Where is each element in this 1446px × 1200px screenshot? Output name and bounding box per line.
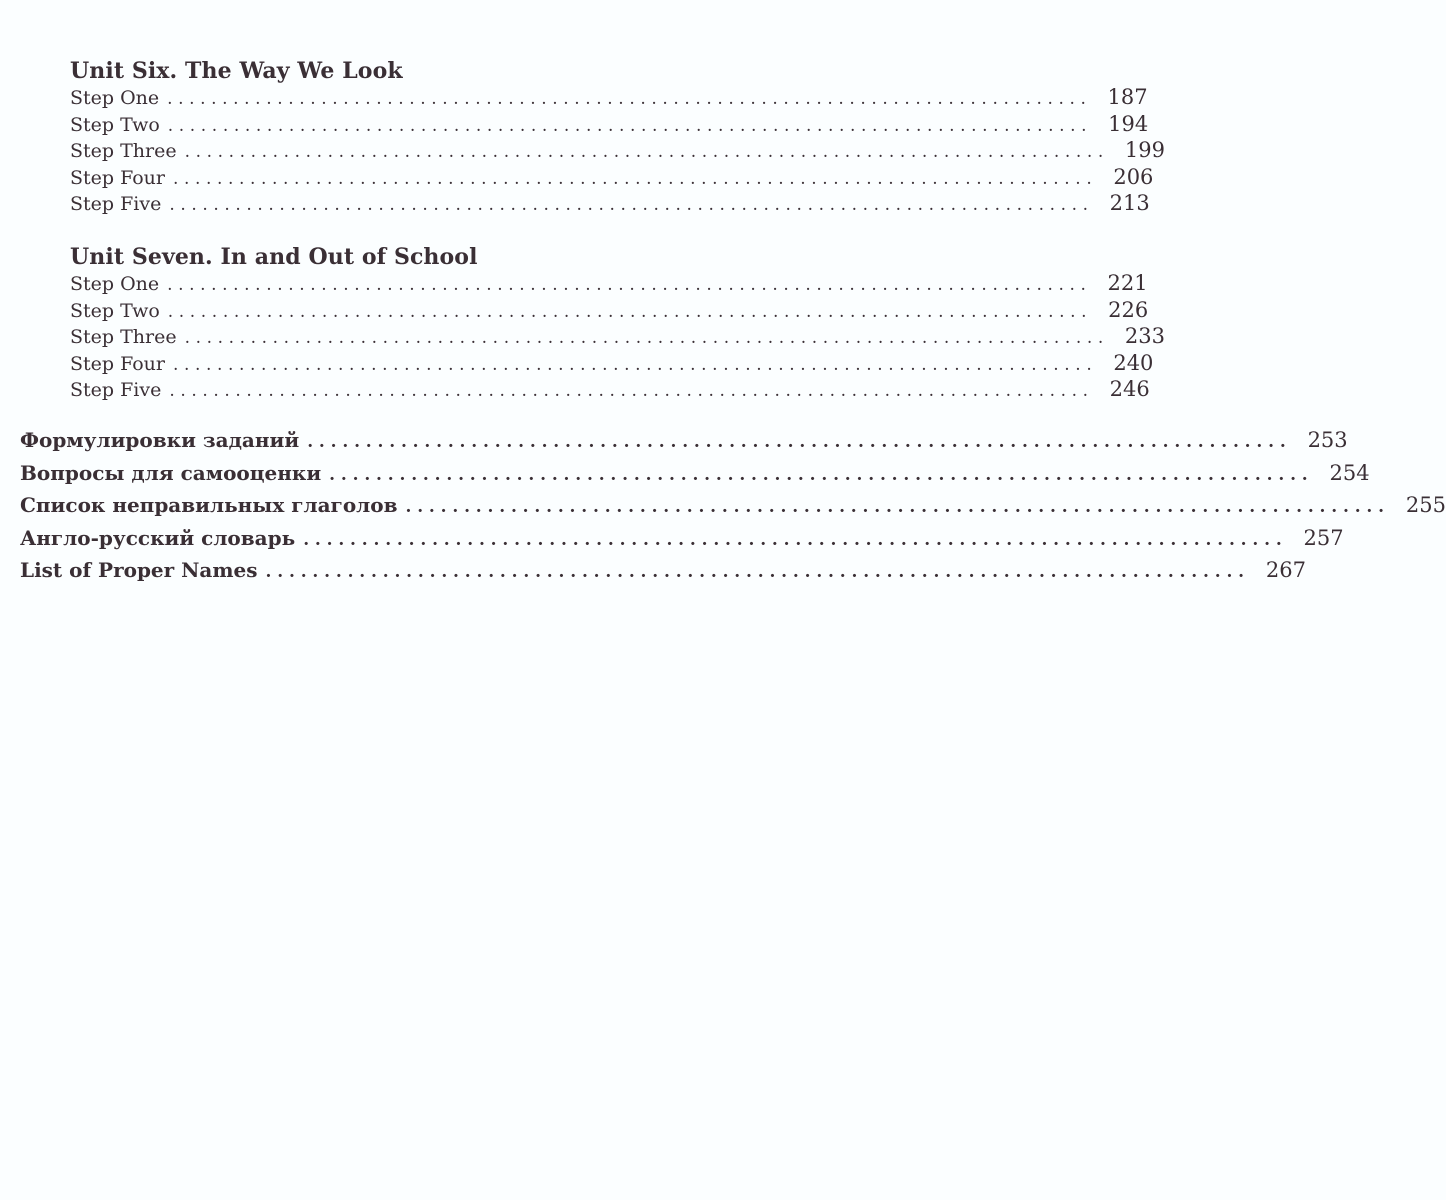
page-number: 226 — [1108, 297, 1149, 322]
unit-six-section — [70, 58, 1165, 217]
dot-leader: .................................................................................... — [405, 497, 1390, 517]
toc-entry-step-three[interactable] — [70, 137, 1165, 164]
toc-entry-step-five[interactable] — [70, 376, 1150, 403]
page-number: 253 — [1307, 428, 1348, 452]
dot-leader: .................................................................................... — [329, 464, 1314, 485]
toc-entry-step-one[interactable] — [70, 84, 1148, 111]
page-number: 199 — [1124, 138, 1165, 163]
page-number: 267 — [1265, 558, 1306, 582]
page-number: 254 — [1329, 460, 1370, 485]
entry-label: List of Proper Names — [20, 558, 258, 582]
dot-leader: .................................................................................... — [167, 89, 1092, 109]
page-number: 206 — [1113, 164, 1154, 189]
toc-entry-step-two[interactable] — [70, 111, 1149, 138]
page-number: 213 — [1109, 191, 1150, 216]
toc-entry-step-five[interactable] — [70, 190, 1150, 217]
page-number: 233 — [1124, 324, 1165, 349]
entry-label: Формулировки заданий — [20, 428, 300, 452]
dot-leader: .................................................................................... — [265, 562, 1250, 582]
unit-seven-section — [70, 244, 1165, 403]
toc-entry-step-four[interactable] — [70, 350, 1154, 377]
dot-leader: .................................................................................... — [167, 275, 1092, 295]
entry-label: Step Four — [70, 166, 165, 189]
page-number: 246 — [1109, 377, 1150, 402]
page-number: 257 — [1303, 525, 1344, 550]
entry-label: Step One — [70, 273, 160, 295]
dot-leader: .................................................................................... — [173, 168, 1098, 189]
page-number: 221 — [1107, 271, 1148, 295]
appendix-section — [20, 424, 1446, 587]
dot-leader: .................................................................................... — [167, 115, 1093, 136]
entry-label: Англо-русский словарь — [20, 525, 296, 550]
dot-leader: .................................................................................... — [307, 432, 1292, 452]
toc-entry-step-one[interactable] — [70, 270, 1148, 297]
toc-entry-step-two[interactable] — [70, 297, 1149, 324]
entry-label: Step One — [70, 87, 160, 109]
unit-title: Unit Six. The Way We Look — [70, 58, 403, 84]
dot-leader: .................................................................................... — [303, 529, 1288, 550]
toc-entry-task-wording[interactable] — [20, 424, 1348, 457]
entry-label: Step Two — [70, 299, 160, 322]
entry-label: Step Two — [70, 113, 160, 136]
dot-leader: .................................................................................... — [167, 301, 1093, 322]
toc-entry-self-assessment[interactable] — [20, 457, 1370, 490]
toc-entry-irregular-verbs[interactable] — [20, 489, 1446, 522]
entry-label: Step Three — [70, 140, 177, 163]
entry-label: Step Three — [70, 326, 177, 349]
dot-leader: .................................................................................... — [173, 354, 1098, 375]
page-number: 240 — [1113, 350, 1154, 375]
entry-label: Step Four — [70, 352, 165, 375]
dot-leader: .................................................................................... — [184, 142, 1109, 163]
entry-label: Step Five — [70, 379, 162, 402]
toc-entry-step-three[interactable] — [70, 323, 1165, 350]
toc-entry-proper-names[interactable] — [20, 554, 1306, 587]
entry-label: Step Five — [70, 193, 162, 216]
page-number: 187 — [1107, 85, 1148, 109]
entry-label: Вопросы для самооценки — [20, 460, 322, 485]
dot-leader: .................................................................................... — [169, 195, 1094, 216]
entry-label: Список неправильных глаголов — [20, 493, 398, 517]
dot-leader: .................................................................................... — [184, 328, 1109, 349]
toc-entry-step-four[interactable] — [70, 164, 1154, 191]
dot-leader: .................................................................................... — [169, 381, 1094, 402]
toc-entry-dictionary[interactable] — [20, 522, 1344, 555]
unit-title: Unit Seven. In and Out of School — [70, 244, 478, 270]
page-number: 194 — [1108, 111, 1149, 136]
page-number: 255 — [1405, 493, 1446, 517]
